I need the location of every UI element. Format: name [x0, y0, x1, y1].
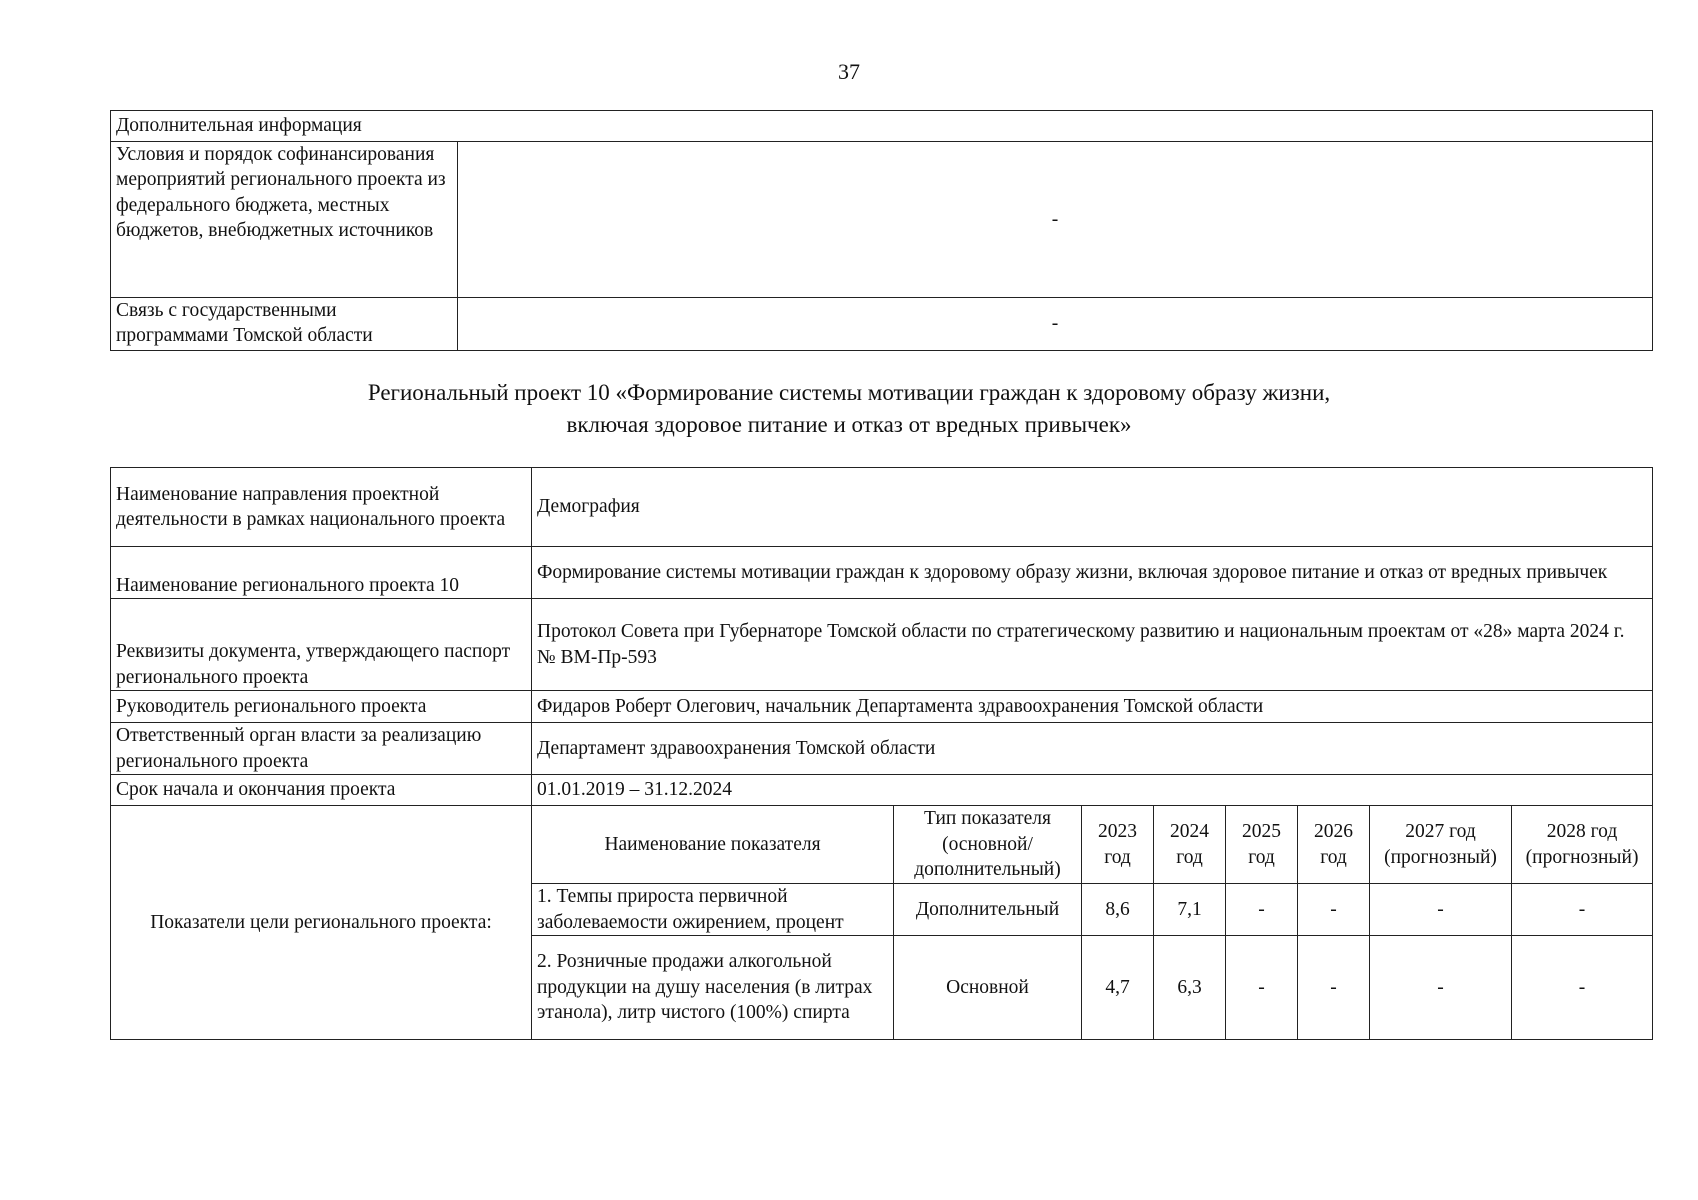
responsible-body-value: Департамент здравоохранения Томской области [532, 723, 1653, 775]
responsible-body-label: Ответственный орган власти за реализацию регионального проекта [111, 723, 532, 775]
indicator-2-2027: - [1370, 936, 1512, 1040]
year-2027-header: 2027 год (прогнозный) [1370, 806, 1512, 884]
indicator-1-type: Дополнительный [894, 884, 1082, 936]
indicator-1-2023: 8,6 [1082, 884, 1154, 936]
page-number: 37 [838, 59, 860, 84]
cofinancing-value: - [458, 142, 1653, 298]
state-programs-value: - [458, 298, 1653, 351]
project-name-value: Формирование системы мотивации граждан к здоровому образу жизни, включая здоровое питание и отказ от вредных привычек [532, 547, 1653, 599]
indicator-1-name: 1. Темпы прироста первичной заболеваемости ожирением, процент [532, 884, 894, 936]
year-2028-header: 2028 год (прогнозный) [1512, 806, 1653, 884]
project-head-label: Руководитель регионального проекта [111, 691, 532, 723]
indicator-1-2024: 7,1 [1154, 884, 1226, 936]
indicator-2-2024: 6,3 [1154, 936, 1226, 1040]
indicators-label: Показатели цели регионального проекта: [111, 806, 532, 1040]
additional-info-header: Дополнительная информация [111, 111, 1653, 142]
indicator-2-2023: 4,7 [1082, 936, 1154, 1040]
indicator-1-2025: - [1226, 884, 1298, 936]
indicator-name-header: Наименование показателя [532, 806, 894, 884]
project-head-value: Фидаров Роберт Олегович, начальник Департамента здравоохранения Томской области [532, 691, 1653, 723]
approval-document-label: Реквизиты документа, утверждающего паспорт регионального проекта [111, 599, 532, 691]
additional-info-table [110, 110, 1653, 351]
indicator-1-2027: - [1370, 884, 1512, 936]
indicator-1-2028: - [1512, 884, 1653, 936]
indicator-type-header: Тип показателя (основной/ дополнительный) [894, 806, 1082, 884]
project-period-label: Срок начала и окончания проекта [111, 775, 532, 806]
indicator-2-type: Основной [894, 936, 1082, 1040]
section-title-line-2: включая здоровое питание и отказ от вредных привычек» [566, 412, 1132, 438]
indicator-2-name: 2. Розничные продажи алкогольной продукции на душу населения (в литрах этанола), литр чистого (100%) спирта [532, 936, 894, 1040]
project-passport-table [110, 467, 1653, 1040]
section-title [0, 377, 1698, 441]
project-period-value: 01.01.2019 – 31.12.2024 [532, 775, 1653, 806]
direction-value: Демография [532, 468, 1653, 547]
year-2023-header: 2023 год [1082, 806, 1154, 884]
project-name-label: Наименование регионального проекта 10 [111, 547, 532, 599]
direction-label: Наименование направления проектной деятельности в рамках национального проекта [111, 468, 532, 547]
year-2025-header: 2025 год [1226, 806, 1298, 884]
indicator-2-2025: - [1226, 936, 1298, 1040]
indicator-2-2028: - [1512, 936, 1653, 1040]
state-programs-label: Связь с государственными программами Томской области [111, 298, 458, 351]
cofinancing-label: Условия и порядок софинансирования мероприятий регионального проекта из федерального бюджета, местных бюджетов, внебюджетных источников [111, 142, 458, 298]
indicator-2-2026: - [1298, 936, 1370, 1040]
year-2024-header: 2024 год [1154, 806, 1226, 884]
year-2026-header: 2026 год [1298, 806, 1370, 884]
section-title-line-1: Региональный проект 10 «Формирование системы мотивации граждан к здоровому образу жизни, [367, 380, 1331, 405]
indicator-1-2026: - [1298, 884, 1370, 936]
approval-document-value: Протокол Совета при Губернаторе Томской области по стратегическому развитию и национальным проектам от «28» марта 2024 г. № ВМ-Пр-593 [532, 599, 1653, 691]
